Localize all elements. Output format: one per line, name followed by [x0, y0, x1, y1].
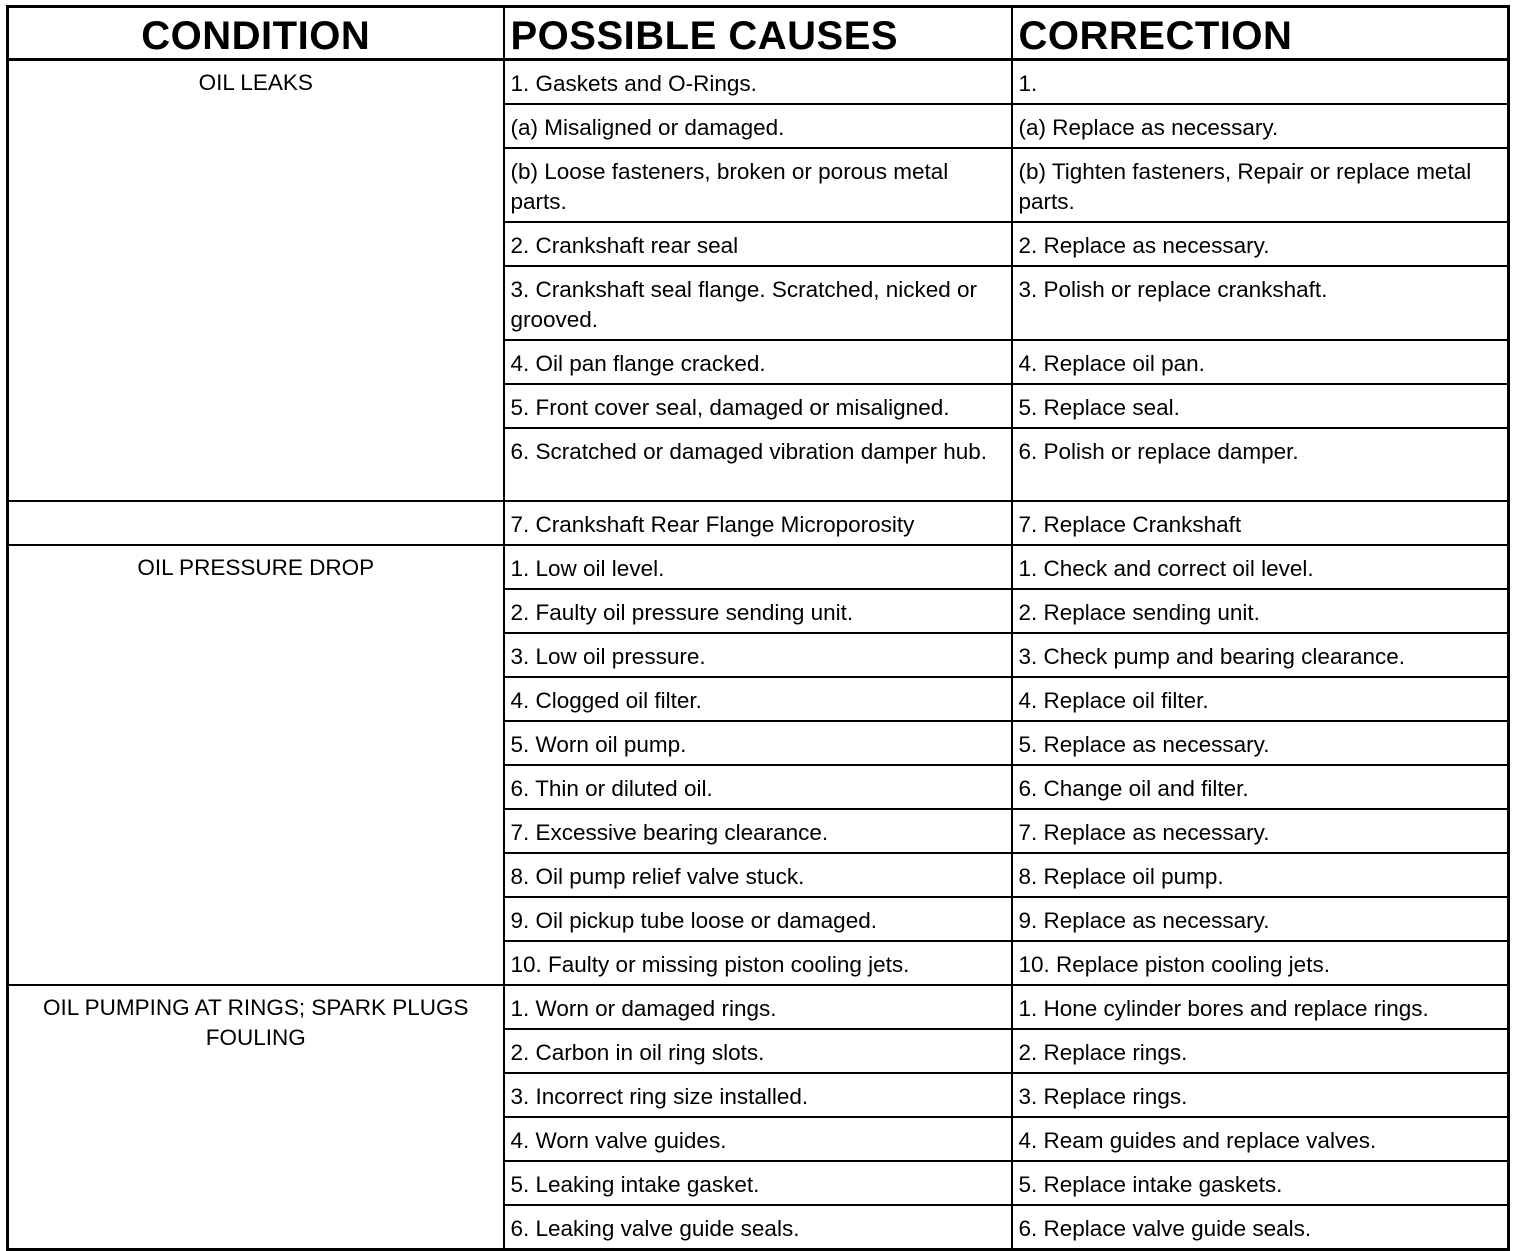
correction-cell: 4. Ream guides and replace valves. — [1012, 1117, 1509, 1161]
cause-cell: 2. Carbon in oil ring slots. — [504, 1029, 1012, 1073]
correction-cell: 5. Replace seal. — [1012, 384, 1509, 428]
cause-cell: 3. Incorrect ring size installed. — [504, 1073, 1012, 1117]
header-row — [8, 7, 1509, 60]
diagnosis-table — [6, 5, 1510, 1251]
cause-cell: 5. Worn oil pump. — [504, 721, 1012, 765]
cause-cell: 4. Clogged oil filter. — [504, 677, 1012, 721]
cause-cell: 2. Faulty oil pressure sending unit. — [504, 589, 1012, 633]
cause-cell: 6. Scratched or damaged vibration damper hub. — [504, 428, 1012, 501]
cause-cell: 3. Low oil pressure. — [504, 633, 1012, 677]
cause-cell: 1. Worn or damaged rings. — [504, 985, 1012, 1029]
cause-cell: 5. Leaking intake gasket. — [504, 1161, 1012, 1205]
cause-cell: 8. Oil pump relief valve stuck. — [504, 853, 1012, 897]
correction-cell: 9. Replace as necessary. — [1012, 897, 1509, 941]
cause-cell: 7. Excessive bearing clearance. — [504, 809, 1012, 853]
cause-cell: 1. Gaskets and O-Rings. — [504, 60, 1012, 105]
table-row — [8, 501, 1509, 545]
correction-cell: 1. — [1012, 60, 1509, 105]
correction-cell: 3. Check pump and bearing clearance. — [1012, 633, 1509, 677]
table-row — [8, 985, 1509, 1029]
correction-cell: 8. Replace oil pump. — [1012, 853, 1509, 897]
cause-cell: 9. Oil pickup tube loose or damaged. — [504, 897, 1012, 941]
correction-cell: 6. Replace valve guide seals. — [1012, 1205, 1509, 1250]
correction-cell: 5. Replace intake gaskets. — [1012, 1161, 1509, 1205]
correction-cell: 4. Replace oil pan. — [1012, 340, 1509, 384]
cause-cell: 2. Crankshaft rear seal — [504, 222, 1012, 266]
cause-cell: 3. Crankshaft seal flange. Scratched, nicked or grooved. — [504, 266, 1012, 340]
correction-cell: 2. Replace sending unit. — [1012, 589, 1509, 633]
correction-cell: 5. Replace as necessary. — [1012, 721, 1509, 765]
correction-cell: (a) Replace as necessary. — [1012, 104, 1509, 148]
cause-cell: 5. Front cover seal, damaged or misaligned. — [504, 384, 1012, 428]
condition-cell: OIL PRESSURE DROP — [8, 545, 504, 985]
condition-header: CONDITION — [8, 7, 504, 60]
correction-cell: 2. Replace as necessary. — [1012, 222, 1509, 266]
cause-cell: 1. Low oil level. — [504, 545, 1012, 589]
table-row — [8, 545, 1509, 589]
cause-cell: 6. Leaking valve guide seals. — [504, 1205, 1012, 1250]
cause-cell: 7. Crankshaft Rear Flange Microporosity — [504, 501, 1012, 545]
correction-cell: 6. Polish or replace damper. — [1012, 428, 1509, 501]
correction-cell: 1. Hone cylinder bores and replace rings. — [1012, 985, 1509, 1029]
correction-cell: 10. Replace piston cooling jets. — [1012, 941, 1509, 985]
correction-cell: 7. Replace as necessary. — [1012, 809, 1509, 853]
condition-cell — [8, 501, 504, 545]
correction-header: CORRECTION — [1012, 7, 1509, 60]
correction-cell: 6. Change oil and filter. — [1012, 765, 1509, 809]
causes-header: POSSIBLE CAUSES — [504, 7, 1012, 60]
cause-cell: 10. Faulty or missing piston cooling jets. — [504, 941, 1012, 985]
cause-cell: 4. Oil pan flange cracked. — [504, 340, 1012, 384]
cause-cell: (b) Loose fasteners, broken or porous metal parts. — [504, 148, 1012, 222]
correction-cell: 2. Replace rings. — [1012, 1029, 1509, 1073]
cause-cell: 6. Thin or diluted oil. — [504, 765, 1012, 809]
correction-cell: (b) Tighten fasteners, Repair or replace metal parts. — [1012, 148, 1509, 222]
table-body — [8, 60, 1509, 1250]
correction-cell: 3. Polish or replace crankshaft. — [1012, 266, 1509, 340]
correction-cell: 1. Check and correct oil level. — [1012, 545, 1509, 589]
condition-cell: OIL LEAKS — [8, 60, 504, 502]
correction-cell: 3. Replace rings. — [1012, 1073, 1509, 1117]
table-row — [8, 60, 1509, 105]
condition-cell: OIL PUMPING AT RINGS; SPARK PLUGS FOULING — [8, 985, 504, 1250]
correction-cell: 7. Replace Crankshaft — [1012, 501, 1509, 545]
correction-cell: 4. Replace oil filter. — [1012, 677, 1509, 721]
cause-cell: 4. Worn valve guides. — [504, 1117, 1012, 1161]
cause-cell: (a) Misaligned or damaged. — [504, 104, 1012, 148]
